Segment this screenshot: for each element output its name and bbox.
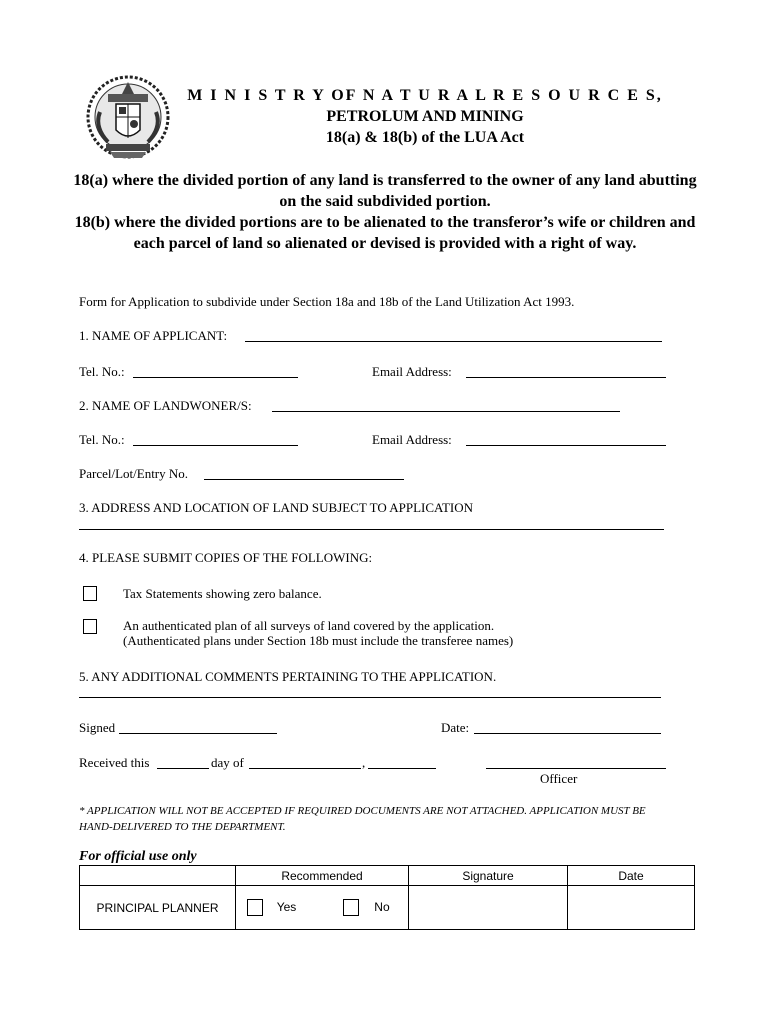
signature-header: Signature [409,866,568,886]
intro-text [70,170,700,254]
intro-18a: 18(a) where the divided portion of any land is transferred to the owner of any land abutting on the said subdivided portion. [73,172,697,210]
section2-label: 2. NAME OF LANDWONER/S: [79,398,252,413]
ministry-subtitle: PETROLUM AND MINING [326,108,524,125]
parcel-label: Parcel/Lot/Entry No. [79,466,189,481]
comments-field[interactable] [79,685,661,698]
act-reference: 18(a) & 18(b) of the LUA Act [325,129,525,146]
signed-field[interactable] [119,721,277,734]
landowner-tel-label: Tel. No.: [79,432,125,447]
parcel-field[interactable] [204,467,404,480]
officer-label: Officer [540,771,578,786]
no-checkbox[interactable] [343,899,359,916]
planner-signature-cell[interactable] [409,886,568,930]
intro-18b: 18(b) where the divided portions are to be alienated to the transferor’s wife or children and each parcel of land so alienated or devised is provided with a right of way. [74,214,696,252]
applicant-tel-label: Tel. No.: [79,364,125,379]
applicant-email-label: Email Address: [372,364,452,379]
applicant-name-field[interactable] [245,329,662,342]
section4-label: 4. PLEASE SUBMIT COPIES OF THE FOLLOWING: [79,550,373,565]
landowner-email-field[interactable] [466,433,666,446]
form-description: Form for Application to subdivide under Section 18a and 18b of the Land Utilization Act 1993. [79,294,575,309]
yes-checkbox[interactable] [247,899,263,916]
yes-label: Yes [276,899,297,914]
survey-plan-text: An authenticated plan of all surveys of land covered by the application. [123,618,495,633]
official-use-title: For official use only [79,849,197,864]
principal-planner-label: PRINCIPAL PLANNER [80,886,236,930]
tax-statement-text: Tax Statements showing zero balance. [123,586,322,601]
comma-separator: , [362,755,366,770]
landowner-email-label: Email Address: [372,432,452,447]
survey-plan-checkbox[interactable] [83,619,97,634]
date-label: Date: [441,720,470,735]
land-address-field[interactable] [79,517,664,530]
landowner-name-field[interactable] [272,399,620,412]
no-label: No [374,899,390,914]
received-label: Received this [79,755,150,770]
applicant-email-field[interactable] [466,365,666,378]
survey-plan-note: (Authenticated plans under Section 18b must include the transferee names) [123,633,514,648]
official-use-table [79,865,695,930]
section5-label: 5. ANY ADDITIONAL COMMENTS PERTAINING TO THE APPLICATION. [79,669,497,684]
date-header: Date [568,866,695,886]
date-field[interactable] [474,721,661,734]
received-year-field[interactable] [368,756,436,769]
section1-label: 1. NAME OF APPLICANT: [79,328,228,343]
received-month-field[interactable] [249,756,361,769]
section3-label: 3. ADDRESS AND LOCATION OF LAND SUBJECT TO APPLICATION [79,500,474,515]
landowner-tel-field[interactable] [133,433,298,446]
submission-note: * APPLICATION WILL NOT BE ACCEPTED IF REQUIRED DOCUMENTS ARE NOT ATTACHED. APPLICATION MUST BE HAND-DELIVERED TO THE DEPARTMENT. [79,805,646,833]
recommended-header: Recommended [236,866,409,886]
signed-label: Signed [79,720,116,735]
ministry-title: M I N I S T R Y OF N A T U R A L R E S O U R C E S, [187,87,663,104]
applicant-tel-field[interactable] [133,365,298,378]
tax-statement-checkbox[interactable] [83,586,97,601]
day-of-label: day of [211,755,244,770]
recommendation-cell [236,886,409,930]
table-corner-cell [80,866,236,886]
received-day-field[interactable] [157,756,209,769]
planner-date-cell[interactable] [568,886,695,930]
officer-signature-field[interactable] [486,756,666,769]
